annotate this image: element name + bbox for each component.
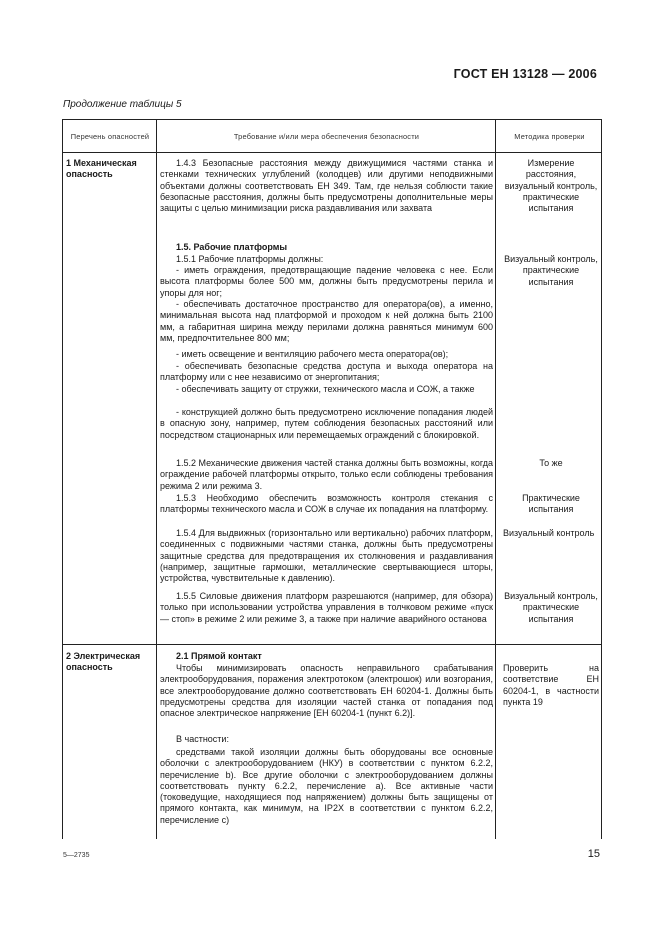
section-heading: 1.5. Рабочие платформы [176, 242, 288, 252]
column-header-text: Требование и/или мера обеспечения безопасности [233, 132, 420, 141]
requirement-text: 1.5.1 Рабочие платформы должны: [176, 254, 324, 264]
requirement-text: 1.5.5 Силовые движения платформ разрешаются (например, для обзора) только при использовании устройства управления в толчковом режиме «пуск — стоп» в режиме 2 или режиме 3, а также при наличие аварийного останова [160, 591, 493, 624]
column-divider [156, 120, 157, 839]
requirement-text: 1.4.3 Безопасные расстояния между движущимися частями станка и стенками технических углублений (колодцев) или другими неподвижными объектами должны соответствовать ЕН 349. Там, где нельзя соблюсти такие безопасные расстояния, должны быть предусмотрены дополнительные меры защиты с целью минимизации риска раздавливания или захвата [160, 158, 493, 214]
column-header-methods [496, 123, 603, 151]
requirement-text: - конструкцией должно быть предусмотрено исключение попадания людей в опасную зону, например, путем соблюдения безопасных расстояний или посредством стационарных или перемещаемых ограждений с блокировкой. [160, 407, 493, 440]
method-text: Практические испытания [522, 493, 580, 515]
hazard-cell: 1 Механическая опасность [66, 158, 137, 180]
requirement-text: 1.5.4 Для выдвижных (горизонтально или вертикально) рабочих платформ, соединенных с подвижными частями станка, должны быть предусмотрены защитные средства для предотвращения их столкновения и раздавливания (например, защитные гармошки, металлические свертывающиеся шторы, устройства, чувствительные к давлению). [160, 528, 493, 584]
requirement-text: - обеспечивать защиту от стружки, технического масла и СОЖ, а также [176, 384, 475, 394]
column-header-requirements [157, 123, 496, 151]
method-text: Измерение расстояния, визуальный контроль, практические испытания [504, 158, 598, 214]
page-number: 15 [587, 848, 600, 860]
requirement-text: В частности: [176, 734, 229, 744]
method-text: Проверить на соответствие ЕН 60204-1, в частности пункта 19 [503, 663, 599, 707]
requirement-text: Чтобы минимизировать опасность неправильного срабатывания электрооборудования, поражения электротоком (электрошок) или возгорания, все электрооборудование должно соответствовать ЕН 60204-1. Должны быть предусмотрены средства для изоляции частей станка от попадания под опасное электрическое напряжение [ЕН 60204-1 (пункт 6.2)]. [160, 663, 493, 719]
column-header-text: Методика проверки [514, 132, 585, 141]
footer-code: 5—2735 [63, 852, 90, 859]
requirements-table [62, 119, 602, 839]
requirement-text: - обеспечивать безопасные средства доступа и выхода оператора на платформу или с нее независимо от энергопитания; [160, 361, 493, 383]
hazard-cell: 2 Электрическая опасность [66, 651, 141, 673]
column-header-text: Перечень опасностей [70, 132, 150, 141]
section-heading: 2.1 Прямой контакт [176, 651, 262, 661]
requirement-text: средствами такой изоляции должны быть оборудованы все основные оболочки с электрооборудованием (НКУ) в соответствии с пунктом 6.2.2, перечисление b). Все другие оболочки с электрооборудованием должны соответствовать пункту 6.2.2, перечисление а). Все активные части (токоведущие, находящиеся под напряжением) должны быть защищены от прямого контакта, как минимум, на IP2X в соответствии с пунктом 6.2.2, перечисление с) [160, 747, 493, 825]
column-divider [495, 120, 496, 839]
row-rule [63, 644, 601, 645]
method-text: Визуальный контроль, практические испытания [504, 254, 598, 287]
requirement-text: - иметь освещение и вентиляцию рабочего места оператора(ов); [176, 349, 449, 359]
column-header-hazards [63, 123, 157, 151]
method-text: Визуальный контроль [503, 528, 595, 538]
requirement-text: 1.5.2 Механические движения частей станка должны быть возможны, когда ограждение рабочей платформы открыто, только если соблюдены требования режима 2 или режима 3. [160, 458, 493, 491]
requirement-text: - иметь ограждения, предотвращающие падение человека с нее. Если высота платформы более 500 мм, должны быть предусмотрены перила и упоры для ног; [160, 265, 493, 298]
header-rule [63, 152, 601, 153]
requirement-text: 1.5.3 Необходимо обеспечить возможность контроля стекания с платформы технического масла и СОЖ в случае их попадания на платформу. [160, 493, 493, 515]
method-text: То же [539, 458, 563, 468]
method-text: Визуальный контроль, практические испытания [504, 591, 598, 624]
requirement-text: - обеспечивать достаточное пространство для оператора(ов), а именно, минимальная высота над платформой и проходом к ней должна быть 2100 мм, а габаритная ширина между перилами должна равняться минимум 600 мм, предпочтительнее 800 мм; [160, 299, 493, 343]
standard-number: ГОСТ ЕН 13128 — 2006 [453, 67, 597, 81]
table-caption: Продолжение таблицы 5 [63, 99, 182, 110]
